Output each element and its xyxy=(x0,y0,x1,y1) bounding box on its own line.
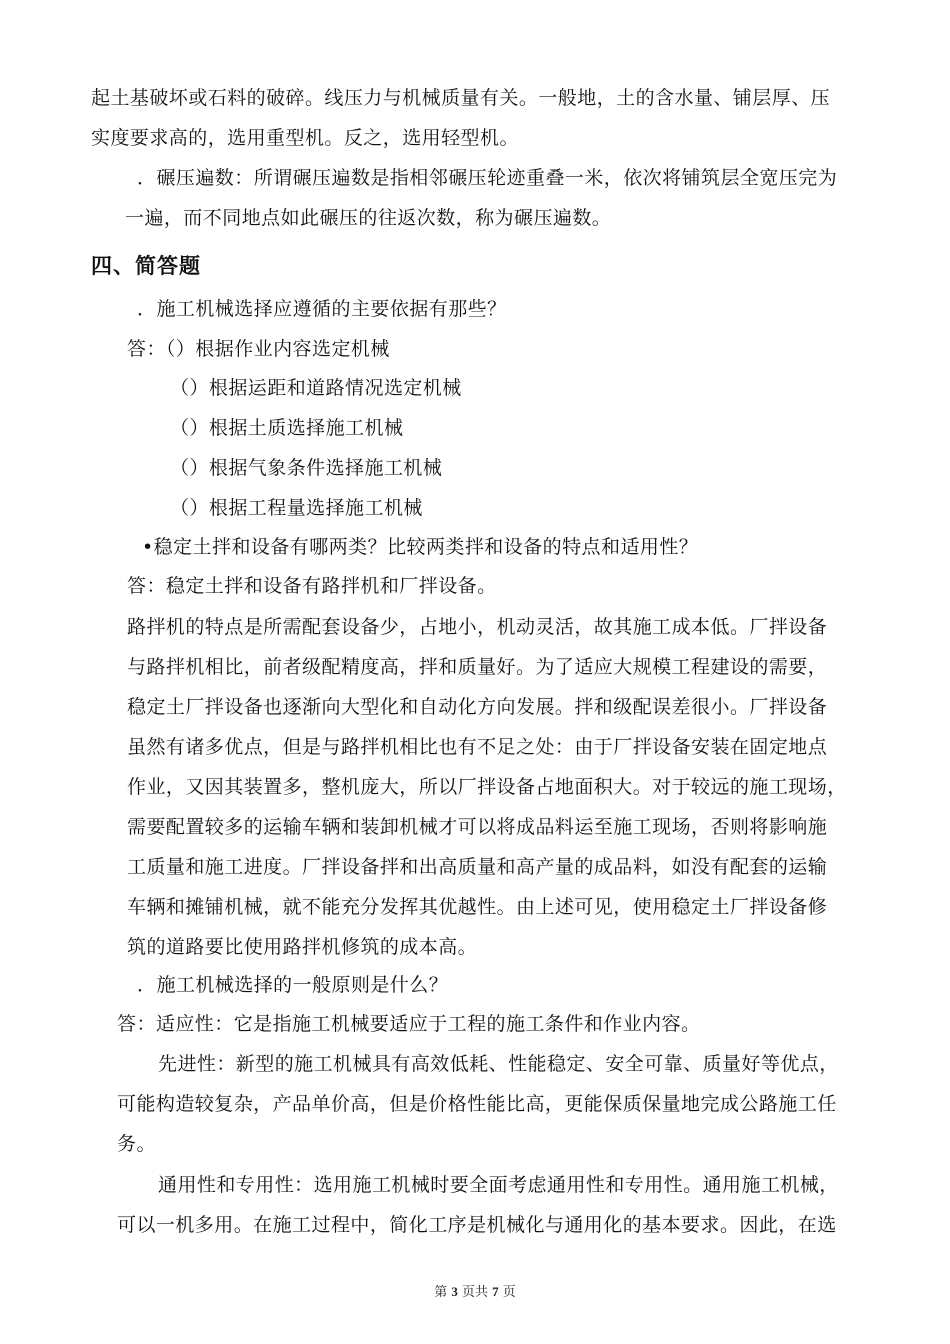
text-line: 车辆和摊铺机械，就不能充分发挥其优越性。由上述可见，使用稳定土厂拌设备修 xyxy=(127,896,828,918)
text-line: 与路拌机相比，前者级配精度高，拌和质量好。为了适应大规模工程建设的需要， xyxy=(127,656,828,678)
current-page-number: 3 xyxy=(451,1284,458,1299)
footer-suffix: 页 xyxy=(498,1285,516,1300)
page-footer xyxy=(0,1283,950,1302)
answer-line: （）根据气象条件选择施工机械 xyxy=(170,457,443,479)
text-line: 路拌机的特点是所需配套设备少，占地小，机动灵活，故其施工成本低。厂拌设备 xyxy=(127,616,828,638)
footer-prefix: 第 xyxy=(434,1285,452,1300)
text-line: 作业，又因其装置多，整机庞大，所以厂拌设备占地面积大。对于较远的施工现场， xyxy=(127,776,847,798)
text-line: 通用性和专用性：选用施工机械时要全面考虑通用性和专用性。通用施工机械， xyxy=(158,1174,839,1196)
footer-middle: 页共 xyxy=(457,1285,493,1300)
text-line: 先进性：新型的施工机械具有高效低耗、性能稳定、安全可靠、质量好等优点， xyxy=(158,1053,839,1075)
question: ．施工机械选择的一般原则是什么？ xyxy=(137,974,449,996)
answer-line: 答：稳定土拌和设备有路拌机和厂拌设备。 xyxy=(127,575,497,597)
text-line: 稳定土厂拌设备也逐渐向大型化和自动化方向发展。拌和级配误差很小。厂拌设备 xyxy=(127,696,828,718)
text-line: ．碾压遍数：所谓碾压遍数是指相邻碾压轮迹重叠一米，依次将铺筑层全宽压完为 xyxy=(137,167,838,189)
answer-line: （）根据运距和道路情况选定机械 xyxy=(170,377,462,399)
text-line: 一遍，而不同地点如此碾压的往返次数，称为碾压遍数。 xyxy=(125,207,612,229)
text-line: 需要配置较多的运输车辆和装卸机械才可以将成品料运至施工现场，否则将影响施 xyxy=(127,816,828,838)
text-line: 实度要求高的，选用重型机。反之，选用轻型机。 xyxy=(91,127,519,149)
question: ．施工机械选择应遵循的主要依据有那些？ xyxy=(137,298,507,320)
section-heading: 四、简答题 xyxy=(91,254,201,278)
text-line: 可以一机多用。在施工过程中，简化工序是机械化与通用化的基本要求。因此，在选 xyxy=(117,1214,837,1236)
answer-line: （）根据工程量选择施工机械 xyxy=(170,497,423,519)
question: •稳定土拌和设备有哪两类？比较两类拌和设备的特点和适用性？ xyxy=(142,536,699,558)
text-line: 起土基破坏或石料的破碎。线压力与机械质量有关。一般地，土的含水量、铺层厚、压 xyxy=(91,87,831,109)
answer-line: 答：适应性：它是指施工机械要适应于工程的施工条件和作业内容。 xyxy=(117,1013,701,1035)
text-line: 可能构造较复杂，产品单价高，但是价格性能比高，更能保质保量地完成公路施工任 xyxy=(117,1093,837,1115)
answer-line: 答：（）根据作业内容选定机械 xyxy=(127,338,390,360)
text-line: 筑的道路要比使用路拌机修筑的成本高。 xyxy=(127,936,478,958)
text-line: 务。 xyxy=(117,1133,156,1155)
answer-line: （）根据土质选择施工机械 xyxy=(170,417,404,439)
total-pages-number: 7 xyxy=(492,1284,499,1299)
text-line: 工质量和施工进度。厂拌设备拌和出高质量和高产量的成品料，如没有配套的运输 xyxy=(127,856,828,878)
text-line: 虽然有诸多优点，但是与路拌机相比也有不足之处：由于厂拌设备安装在固定地点 xyxy=(127,736,828,758)
